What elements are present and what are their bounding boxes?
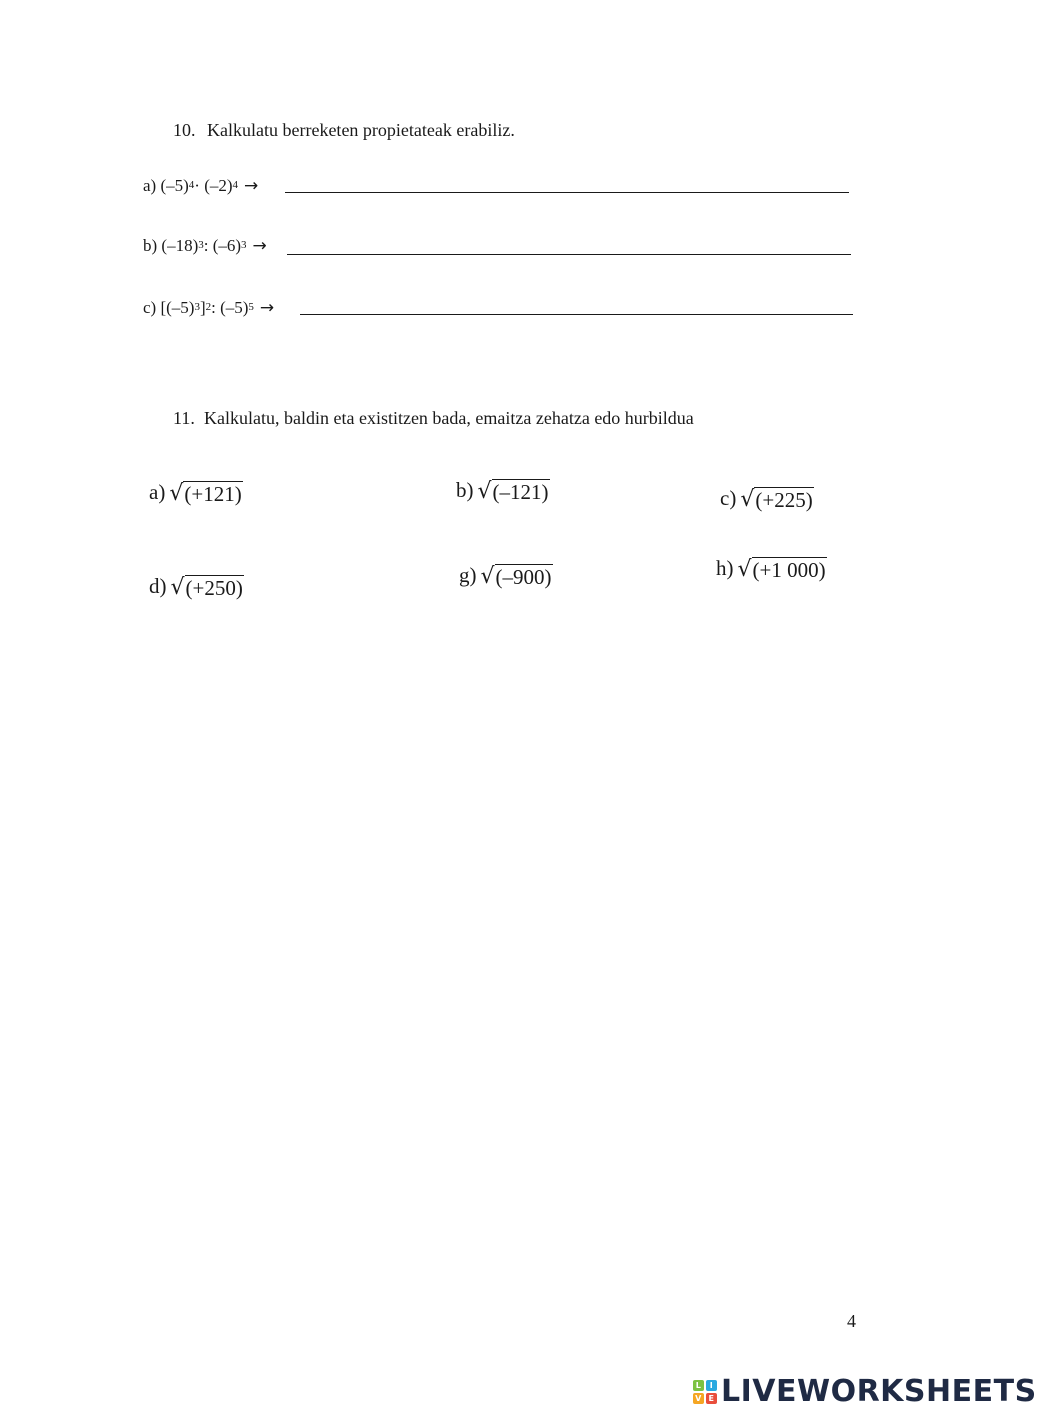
square-root-icon: √ (+1 000) bbox=[737, 557, 826, 582]
exercise-10-title: Kalkulatu berreketen propietateak erabiliz. bbox=[207, 120, 515, 140]
item-b-base: b) (–18) bbox=[143, 236, 199, 255]
square-root-icon: √ (+121) bbox=[169, 481, 242, 506]
exercise-10-item-b bbox=[143, 236, 267, 256]
page-number: 4 bbox=[847, 1311, 856, 1331]
exercise-11-number: 11. bbox=[173, 408, 195, 428]
arrow-icon: → bbox=[244, 176, 259, 196]
exercise-11-heading bbox=[173, 408, 694, 429]
liveworksheets-logo[interactable] bbox=[693, 1374, 1037, 1409]
square-root-icon: √ (+225) bbox=[740, 487, 813, 512]
item-b-exponent-2: 3 bbox=[241, 239, 247, 251]
item-c-exponent-1: 3 bbox=[194, 301, 200, 313]
root-item-b-radicand: (–121) bbox=[492, 480, 549, 504]
root-item-c bbox=[720, 486, 814, 511]
item-a-base: a) (–5) bbox=[143, 176, 189, 195]
answer-blank-b[interactable] bbox=[287, 254, 851, 255]
root-item-a-label: a) bbox=[149, 480, 166, 504]
root-item-h-label: h) bbox=[716, 556, 734, 580]
item-b-exponent-1: 3 bbox=[198, 239, 204, 251]
square-root-icon: √ (–900) bbox=[480, 564, 552, 589]
root-item-g-label: g) bbox=[459, 563, 477, 587]
liveworksheets-brand-text: LIVEWORKSHEETS bbox=[721, 1374, 1037, 1409]
root-item-d-radicand: (+250) bbox=[185, 576, 243, 600]
square-root-icon: √ (–121) bbox=[477, 479, 549, 504]
root-item-g bbox=[459, 563, 553, 588]
root-item-c-label: c) bbox=[720, 486, 737, 510]
exercise-10-heading bbox=[173, 120, 515, 141]
item-c-exponent-2: 5 bbox=[248, 301, 254, 313]
item-c-bracket: ] bbox=[199, 298, 206, 317]
root-item-a-radicand: (+121) bbox=[184, 482, 242, 506]
exercise-10-number: 10. bbox=[173, 120, 196, 140]
item-a-exponent-2: 4 bbox=[232, 179, 239, 191]
item-b-middle: : (–6) bbox=[203, 236, 242, 255]
exercise-10-item-a bbox=[143, 176, 258, 196]
logo-tile-v: V bbox=[693, 1393, 704, 1404]
root-item-c-radicand: (+225) bbox=[755, 488, 813, 512]
arrow-icon: → bbox=[259, 298, 275, 318]
item-c-middle: : (–5) bbox=[211, 298, 249, 317]
answer-blank-a[interactable] bbox=[285, 192, 849, 193]
root-item-b-label: b) bbox=[456, 478, 474, 502]
exercise-10-item-c bbox=[143, 298, 274, 318]
liveworksheets-logo-icon bbox=[693, 1380, 717, 1404]
root-item-d bbox=[149, 574, 244, 599]
item-c-exponent-outer: 2 bbox=[205, 301, 212, 313]
logo-tile-e: E bbox=[706, 1393, 717, 1404]
exercise-11-title: Kalkulatu, baldin eta existitzen bada, emaitza zehatza edo hurbildua bbox=[204, 408, 694, 428]
root-item-b bbox=[456, 478, 550, 503]
root-item-g-radicand: (–900) bbox=[495, 565, 552, 589]
root-item-d-label: d) bbox=[149, 574, 167, 598]
square-root-icon: √ (+250) bbox=[170, 575, 243, 600]
root-item-a bbox=[149, 480, 243, 505]
root-item-h-radicand: (+1 000) bbox=[752, 558, 826, 582]
logo-tile-i: I bbox=[706, 1380, 717, 1391]
root-item-h bbox=[716, 556, 827, 581]
logo-tile-l: L bbox=[693, 1380, 704, 1391]
item-a-middle: · (–2) bbox=[194, 176, 233, 195]
answer-blank-c[interactable] bbox=[300, 314, 853, 315]
arrow-icon: → bbox=[252, 236, 267, 256]
item-c-base: c) [(–5) bbox=[143, 298, 195, 317]
item-a-exponent-1: 4 bbox=[188, 179, 195, 191]
